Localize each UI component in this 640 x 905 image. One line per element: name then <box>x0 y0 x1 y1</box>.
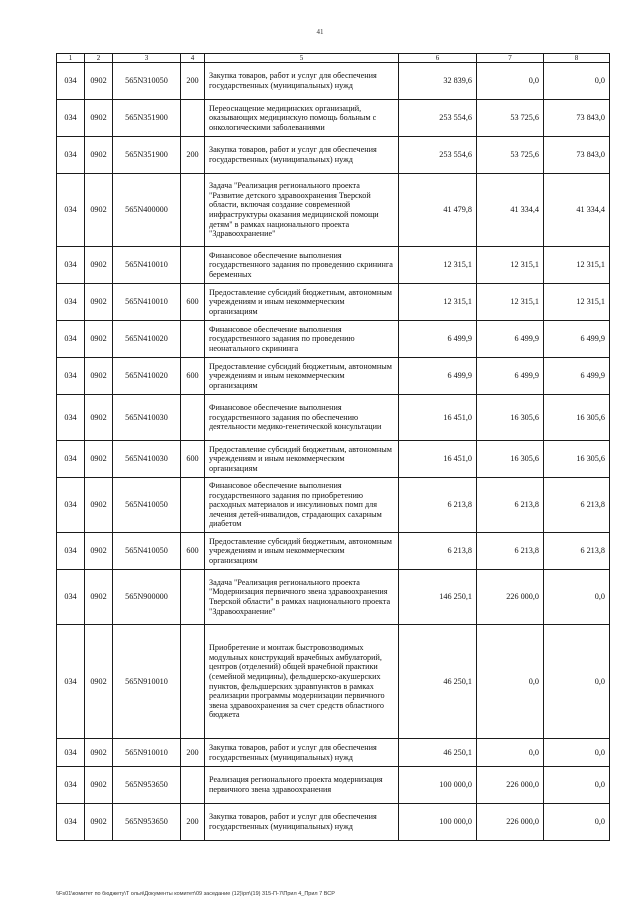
table-row <box>57 63 610 100</box>
cell-amount-3: 6 499,9 <box>544 321 610 358</box>
cell-target-article: 565N310050 <box>113 63 181 100</box>
cell-name: Закупка товаров, работ и услуг для обеспечения государственных (муниципальных) нужд <box>205 804 399 841</box>
cell-target-article: 565N410020 <box>113 358 181 395</box>
cell-expense-type: 200 <box>181 739 205 767</box>
cell-target-article: 565N410030 <box>113 441 181 478</box>
cell-ved: 034 <box>57 739 85 767</box>
cell-amount-3: 16 305,6 <box>544 441 610 478</box>
cell-ved: 034 <box>57 100 85 137</box>
cell-amount-2: 6 499,9 <box>477 358 544 395</box>
cell-ved: 034 <box>57 321 85 358</box>
column-number: 7 <box>477 54 544 63</box>
cell-target-article: 565N410050 <box>113 478 181 533</box>
cell-expense-type <box>181 767 205 804</box>
cell-target-article: 565N910010 <box>113 739 181 767</box>
column-number: 3 <box>113 54 181 63</box>
cell-section: 0902 <box>85 739 113 767</box>
cell-expense-type <box>181 478 205 533</box>
table-row <box>57 625 610 739</box>
cell-section: 0902 <box>85 441 113 478</box>
cell-section: 0902 <box>85 63 113 100</box>
cell-name: Предоставление субсидий бюджетным, автономным учреждениям и иным некоммерческим организациям <box>205 358 399 395</box>
table-row <box>57 739 610 767</box>
cell-section: 0902 <box>85 174 113 247</box>
cell-amount-2: 0,0 <box>477 63 544 100</box>
table-row <box>57 247 610 284</box>
cell-expense-type <box>181 570 205 625</box>
table-row <box>57 358 610 395</box>
cell-amount-1: 16 451,0 <box>399 441 477 478</box>
cell-amount-3: 73 843,0 <box>544 100 610 137</box>
cell-name: Задача "Реализация регионального проекта "Модернизация первичного звена здравоохранения Тверской области" в рамках национального проекта "Здравоохранение" <box>205 570 399 625</box>
cell-amount-2: 12 315,1 <box>477 284 544 321</box>
cell-target-article: 565N400000 <box>113 174 181 247</box>
budget-table <box>56 53 610 841</box>
cell-target-article: 565N900000 <box>113 570 181 625</box>
cell-target-article: 565N410020 <box>113 321 181 358</box>
cell-amount-3: 0,0 <box>544 63 610 100</box>
cell-ved: 034 <box>57 533 85 570</box>
cell-amount-2: 0,0 <box>477 739 544 767</box>
cell-target-article: 565N351900 <box>113 137 181 174</box>
cell-expense-type <box>181 174 205 247</box>
cell-amount-1: 12 315,1 <box>399 284 477 321</box>
cell-expense-type <box>181 321 205 358</box>
cell-ved: 034 <box>57 174 85 247</box>
cell-target-article: 565N351900 <box>113 100 181 137</box>
table-row <box>57 137 610 174</box>
cell-ved: 034 <box>57 137 85 174</box>
column-number: 5 <box>205 54 399 63</box>
cell-section: 0902 <box>85 284 113 321</box>
cell-ved: 034 <box>57 358 85 395</box>
cell-ved: 034 <box>57 478 85 533</box>
cell-name: Задача "Реализация регионального проекта "Развитие детского здравоохранения Тверской области, включая создание современной инфраструктуры оказания медицинской помощи детям" в рамках национального проекта "Здравоохранение" <box>205 174 399 247</box>
cell-amount-2: 226 000,0 <box>477 767 544 804</box>
cell-name: Закупка товаров, работ и услуг для обеспечения государственных (муниципальных) нужд <box>205 739 399 767</box>
cell-target-article: 565N410010 <box>113 284 181 321</box>
cell-expense-type <box>181 625 205 739</box>
cell-expense-type: 600 <box>181 533 205 570</box>
cell-amount-3: 0,0 <box>544 804 610 841</box>
cell-target-article: 565N410030 <box>113 395 181 441</box>
cell-ved: 034 <box>57 441 85 478</box>
cell-amount-3: 0,0 <box>544 767 610 804</box>
cell-name: Приобретение и монтаж быстровозводимых модульных конструкций врачебных амбулаторий, центров (отделений) общей врачебной практики (семейной медицины), фельдшерско-акушерских пунктов, фельдшерских здравпунктов в рамках реализации программы модернизации первичного звена здравоохранения за счет средств областного бюджета <box>205 625 399 739</box>
cell-section: 0902 <box>85 570 113 625</box>
cell-amount-2: 226 000,0 <box>477 570 544 625</box>
table-row <box>57 533 610 570</box>
cell-expense-type: 600 <box>181 441 205 478</box>
cell-amount-2: 53 725,6 <box>477 137 544 174</box>
cell-amount-1: 6 213,8 <box>399 533 477 570</box>
cell-amount-1: 100 000,0 <box>399 767 477 804</box>
table-row <box>57 284 610 321</box>
cell-name: Финансовое обеспечение выполнения государственного задания по проведению скрининга беременных <box>205 247 399 284</box>
column-number: 6 <box>399 54 477 63</box>
cell-expense-type: 600 <box>181 284 205 321</box>
cell-amount-1: 6 499,9 <box>399 358 477 395</box>
cell-name: Финансовое обеспечение выполнения государственного задания по приобретению расходных материалов и инсулиновых помп для лечения детей-инвалидов, страдающих сахарным диабетом <box>205 478 399 533</box>
table-row <box>57 395 610 441</box>
table-row <box>57 767 610 804</box>
cell-amount-2: 6 213,8 <box>477 533 544 570</box>
cell-expense-type: 200 <box>181 63 205 100</box>
cell-section: 0902 <box>85 358 113 395</box>
cell-amount-1: 6 213,8 <box>399 478 477 533</box>
cell-expense-type <box>181 247 205 284</box>
cell-name: Предоставление субсидий бюджетным, автономным учреждениям и иным некоммерческим организациям <box>205 441 399 478</box>
cell-amount-3: 73 843,0 <box>544 137 610 174</box>
cell-target-article: 565N953650 <box>113 804 181 841</box>
cell-amount-2: 0,0 <box>477 625 544 739</box>
column-number: 4 <box>181 54 205 63</box>
cell-amount-1: 253 554,6 <box>399 137 477 174</box>
cell-ved: 034 <box>57 284 85 321</box>
cell-amount-3: 0,0 <box>544 625 610 739</box>
cell-expense-type <box>181 395 205 441</box>
cell-amount-3: 12 315,1 <box>544 284 610 321</box>
cell-amount-3: 6 499,9 <box>544 358 610 395</box>
cell-amount-1: 146 250,1 <box>399 570 477 625</box>
cell-section: 0902 <box>85 767 113 804</box>
cell-section: 0902 <box>85 100 113 137</box>
cell-section: 0902 <box>85 478 113 533</box>
cell-amount-3: 6 213,8 <box>544 478 610 533</box>
cell-amount-3: 6 213,8 <box>544 533 610 570</box>
cell-target-article: 565N410010 <box>113 247 181 284</box>
table-row <box>57 174 610 247</box>
cell-name: Реализация регионального проекта модернизация первичного звена здравоохранения <box>205 767 399 804</box>
table-row <box>57 570 610 625</box>
cell-expense-type: 200 <box>181 137 205 174</box>
cell-ved: 034 <box>57 767 85 804</box>
cell-amount-2: 53 725,6 <box>477 100 544 137</box>
cell-amount-2: 226 000,0 <box>477 804 544 841</box>
cell-ved: 034 <box>57 570 85 625</box>
table-row <box>57 100 610 137</box>
cell-section: 0902 <box>85 625 113 739</box>
cell-amount-1: 100 000,0 <box>399 804 477 841</box>
cell-amount-1: 46 250,1 <box>399 625 477 739</box>
cell-amount-2: 41 334,4 <box>477 174 544 247</box>
cell-ved: 034 <box>57 247 85 284</box>
cell-amount-3: 12 315,1 <box>544 247 610 284</box>
cell-ved: 034 <box>57 63 85 100</box>
cell-amount-2: 12 315,1 <box>477 247 544 284</box>
cell-amount-2: 16 305,6 <box>477 441 544 478</box>
cell-name: Закупка товаров, работ и услуг для обеспечения государственных (муниципальных) нужд <box>205 63 399 100</box>
cell-expense-type: 200 <box>181 804 205 841</box>
cell-section: 0902 <box>85 321 113 358</box>
cell-amount-3: 0,0 <box>544 739 610 767</box>
cell-expense-type: 600 <box>181 358 205 395</box>
cell-name: Предоставление субсидий бюджетным, автономным учреждениям и иным некоммерческим организациям <box>205 284 399 321</box>
cell-section: 0902 <box>85 137 113 174</box>
table-row <box>57 321 610 358</box>
cell-name: Закупка товаров, работ и услуг для обеспечения государственных (муниципальных) нужд <box>205 137 399 174</box>
cell-amount-1: 46 250,1 <box>399 739 477 767</box>
cell-amount-1: 41 479,8 <box>399 174 477 247</box>
cell-amount-2: 16 305,6 <box>477 395 544 441</box>
cell-expense-type <box>181 100 205 137</box>
column-number: 8 <box>544 54 610 63</box>
cell-amount-3: 16 305,6 <box>544 395 610 441</box>
cell-amount-1: 16 451,0 <box>399 395 477 441</box>
column-number: 2 <box>85 54 113 63</box>
cell-target-article: 565N410050 <box>113 533 181 570</box>
column-number-row <box>57 54 610 63</box>
file-path-footer: \\Fs01\комитет по бюджету\Т олья\Документы комитет\09 заседание (12)\рп\(19) 315-П-7\Прил 4_Прил 7 ВСР <box>56 891 335 897</box>
cell-amount-1: 6 499,9 <box>399 321 477 358</box>
cell-amount-1: 12 315,1 <box>399 247 477 284</box>
cell-amount-3: 0,0 <box>544 570 610 625</box>
cell-target-article: 565N953650 <box>113 767 181 804</box>
cell-name: Финансовое обеспечение выполнения государственного задания по обеспечению деятельности медико-генетической консультации <box>205 395 399 441</box>
cell-ved: 034 <box>57 625 85 739</box>
table-row <box>57 441 610 478</box>
column-number: 1 <box>57 54 85 63</box>
page-number: 41 <box>316 28 324 36</box>
cell-ved: 034 <box>57 395 85 441</box>
cell-name: Финансовое обеспечение выполнения государственного задания по проведению неонатального скрининга <box>205 321 399 358</box>
cell-name: Переоснащение медицинских организаций, оказывающих медицинскую помощь больным с онкологическими заболеваниями <box>205 100 399 137</box>
cell-amount-1: 253 554,6 <box>399 100 477 137</box>
table-row <box>57 804 610 841</box>
cell-section: 0902 <box>85 804 113 841</box>
cell-ved: 034 <box>57 804 85 841</box>
cell-section: 0902 <box>85 247 113 284</box>
table-row <box>57 478 610 533</box>
cell-section: 0902 <box>85 533 113 570</box>
cell-amount-1: 32 839,6 <box>399 63 477 100</box>
cell-section: 0902 <box>85 395 113 441</box>
cell-name: Предоставление субсидий бюджетным, автономным учреждениям и иным некоммерческим организациям <box>205 533 399 570</box>
cell-amount-3: 41 334,4 <box>544 174 610 247</box>
cell-amount-2: 6 213,8 <box>477 478 544 533</box>
cell-target-article: 565N910010 <box>113 625 181 739</box>
cell-amount-2: 6 499,9 <box>477 321 544 358</box>
